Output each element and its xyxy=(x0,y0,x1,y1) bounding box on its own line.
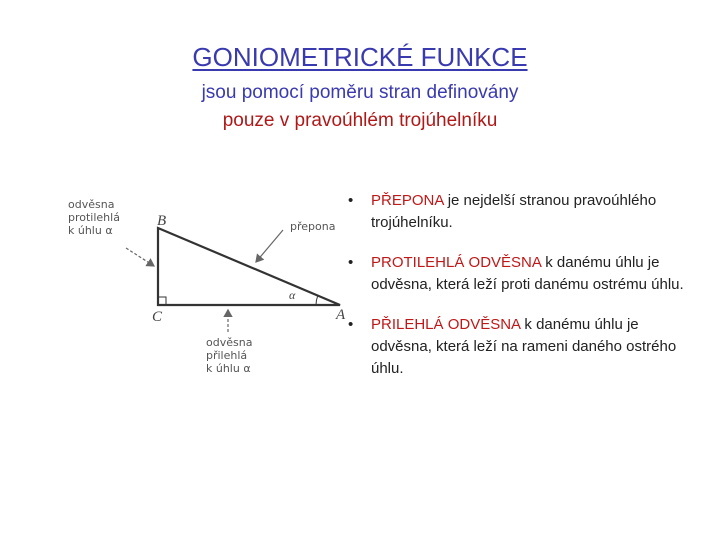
vertex-b: B xyxy=(157,213,167,229)
vertex-c: C xyxy=(152,309,163,325)
list-item xyxy=(346,314,696,380)
label-opposite-leg: odvěsna protilehlá k úhlu α xyxy=(68,198,120,237)
label-adjacent-leg: odvěsna přilehlá k úhlu α xyxy=(206,336,253,375)
bullet-marker: • xyxy=(348,192,354,209)
term-opposite-leg: PROTILEHLÁ ODVĚSNA xyxy=(371,254,542,271)
arrow-hypotenuse xyxy=(256,230,283,262)
definition-list xyxy=(346,190,696,398)
bullet-marker: • xyxy=(348,254,354,271)
list-item xyxy=(346,190,696,234)
vertex-a: A xyxy=(336,307,346,323)
definition-text: k danému úhlu je odvěsna, která leží na rameni daného ostrého úhlu. xyxy=(371,316,677,377)
slide-title: GONIOMETRICKÉ FUNKCE xyxy=(192,42,528,72)
angle-alpha-label: α xyxy=(289,288,296,302)
term-adjacent-leg: PŘILEHLÁ ODVĚSNA xyxy=(371,316,521,333)
bullet-marker: • xyxy=(348,316,354,333)
subtitle-line-1: jsou pomocí poměru stran definovány xyxy=(201,82,519,103)
label-hypotenuse: přepona xyxy=(290,220,336,233)
definition-text: je nejdelší stranou pravoúhlého trojúhelníku. xyxy=(371,192,657,231)
subtitle-line-2: pouze v pravoúhlém trojúhelníku xyxy=(222,110,498,131)
angle-arc xyxy=(316,297,318,306)
right-triangle xyxy=(158,228,340,305)
term-hypotenuse: PŘEPONA xyxy=(371,192,444,209)
triangle-figure xyxy=(68,178,358,378)
arrow-opposite xyxy=(126,248,154,266)
right-angle-mark xyxy=(158,297,166,305)
definition-text: k danému úhlu je odvěsna, která leží proti danému ostrému úhlu. xyxy=(371,254,684,293)
list-item xyxy=(346,252,696,296)
